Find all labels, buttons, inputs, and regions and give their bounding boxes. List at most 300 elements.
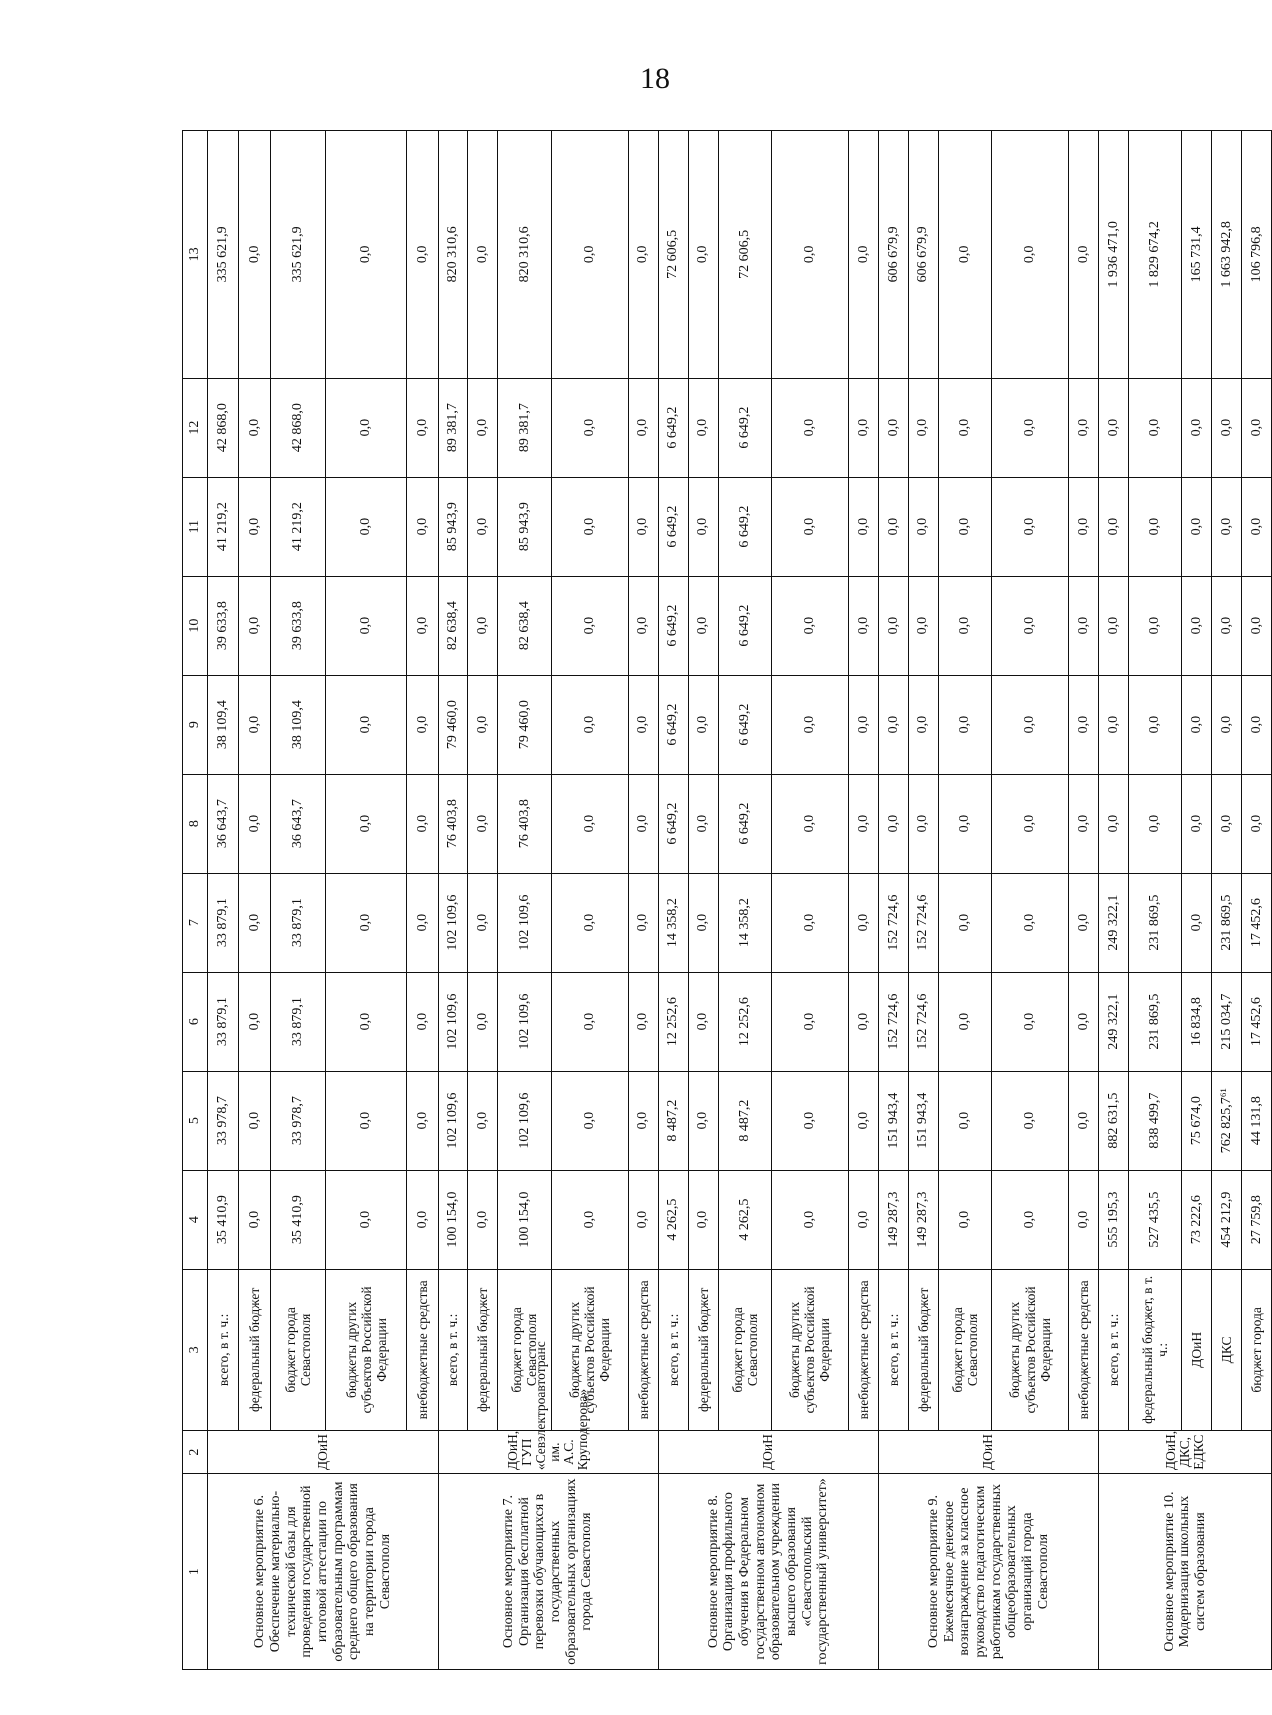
source-cell: бюджет города Севастополя [498, 1269, 551, 1430]
value-cell: 0,0 [1099, 477, 1129, 576]
value-cell: 152 724,6 [908, 873, 938, 972]
value-cell: 85 943,9 [498, 477, 551, 576]
value-cell: 0,0 [771, 1071, 848, 1170]
value-cell: 102 109,6 [498, 873, 551, 972]
value-cell: 72 606,5 [658, 131, 688, 379]
value-cell: 820 310,6 [498, 131, 551, 379]
value-cell: 0,0 [239, 477, 270, 576]
value-cell: 0,0 [1242, 477, 1272, 576]
value-cell: 152 724,6 [878, 972, 908, 1071]
value-cell: 0,0 [407, 972, 438, 1071]
value-cell: 0,0 [1182, 873, 1212, 972]
value-cell: 102 109,6 [438, 873, 468, 972]
value-cell: 0,0 [239, 972, 270, 1071]
executor-cell: ДОиН [658, 1431, 878, 1474]
value-cell: 0,0 [628, 774, 658, 873]
source-cell: всего, в т. ч.: [658, 1269, 688, 1430]
value-cell: 1 936 471,0 [1099, 131, 1129, 379]
value-cell: 0,0 [938, 576, 991, 675]
value-cell: 0,0 [688, 774, 718, 873]
value-cell: 0,0 [1242, 774, 1272, 873]
header-cell: 8 [183, 774, 208, 873]
value-cell: 6 649,2 [658, 378, 688, 477]
value-cell: 0,0 [688, 131, 718, 379]
value-cell: 0,0 [688, 972, 718, 1071]
source-cell: бюджет города Севастополя [270, 1269, 326, 1430]
source-cell: федеральный бюджет [239, 1269, 270, 1430]
value-cell: 8 487,2 [718, 1071, 771, 1170]
value-cell: 33 978,7 [270, 1071, 326, 1170]
header-cell: 10 [183, 576, 208, 675]
value-cell: 838 499,7 [1129, 1071, 1182, 1170]
value-cell: 0,0 [938, 477, 991, 576]
source-cell: внебюджетные средства [1069, 1269, 1099, 1430]
source-cell: всего, в т. ч.: [208, 1269, 239, 1430]
value-cell: 0,0 [1182, 378, 1212, 477]
value-cell: 79 460,0 [498, 675, 551, 774]
header-cell: 13 [183, 131, 208, 379]
value-cell: 42 868,0 [270, 378, 326, 477]
value-cell: 820 310,6 [438, 131, 468, 379]
value-cell: 527 435,5 [1129, 1170, 1182, 1269]
source-cell: всего, в т. ч.: [1099, 1269, 1129, 1430]
value-cell: 0,0 [771, 1170, 848, 1269]
value-cell: 165 731,4 [1182, 131, 1212, 379]
value-cell: 555 195,3 [1099, 1170, 1129, 1269]
value-cell: 0,0 [1212, 477, 1242, 576]
value-cell: 41 219,2 [270, 477, 326, 576]
value-cell: 0,0 [938, 873, 991, 972]
header-cell: 2 [183, 1431, 208, 1474]
value-cell: 0,0 [1212, 378, 1242, 477]
value-cell: 0,0 [991, 131, 1068, 379]
value-cell: 8 487,2 [658, 1071, 688, 1170]
value-cell: 0,0 [468, 131, 498, 379]
header-cell: 11 [183, 477, 208, 576]
value-cell: 0,0 [1212, 774, 1242, 873]
value-cell: 0,0 [407, 1071, 438, 1170]
value-cell: 79 460,0 [438, 675, 468, 774]
value-cell: 606 679,9 [878, 131, 908, 379]
value-cell: 33 879,1 [270, 873, 326, 972]
source-cell: бюджет города Севастополя [938, 1269, 991, 1430]
table-row [658, 131, 688, 1670]
value-cell: 76 403,8 [498, 774, 551, 873]
executor-cell: ДОиН [878, 1431, 1098, 1474]
value-cell: 882 631,5 [1099, 1071, 1129, 1170]
table-row [1099, 131, 1129, 1670]
value-cell: 4 262,5 [658, 1170, 688, 1269]
value-cell: 0,0 [468, 477, 498, 576]
value-cell: 0,0 [628, 131, 658, 379]
value-cell: 0,0 [239, 1071, 270, 1170]
source-cell: бюджеты других субъектов Российской Федерации [771, 1269, 848, 1430]
value-cell: 0,0 [468, 378, 498, 477]
value-cell: 0,0 [326, 873, 407, 972]
value-cell: 0,0 [326, 1071, 407, 1170]
value-cell: 0,0 [938, 774, 991, 873]
value-cell: 0,0 [991, 378, 1068, 477]
executor-cell: ДОиН, ГУП «Севэлектроавтотранс им. А.С. Круподерова» [438, 1431, 658, 1474]
value-cell: 151 943,4 [908, 1071, 938, 1170]
value-cell: 0,0 [938, 675, 991, 774]
value-cell: 0,0 [551, 576, 628, 675]
value-cell: 82 638,4 [498, 576, 551, 675]
source-cell: бюджеты других субъектов Российской Федерации [991, 1269, 1068, 1430]
value-cell: 36 643,7 [270, 774, 326, 873]
value-cell: 38 109,4 [208, 675, 239, 774]
value-cell: 454 212,9 [1212, 1170, 1242, 1269]
value-cell: 0,0 [239, 131, 270, 379]
value-cell: 0,0 [1242, 576, 1272, 675]
value-cell: 0,0 [849, 774, 879, 873]
value-cell: 0,0 [849, 675, 879, 774]
value-cell: 0,0 [688, 378, 718, 477]
value-cell: 0,0 [551, 675, 628, 774]
value-cell: 0,0 [849, 873, 879, 972]
source-cell: бюджет города Севастополя [718, 1269, 771, 1430]
value-cell: 0,0 [849, 131, 879, 379]
value-cell: 102 109,6 [438, 972, 468, 1071]
value-cell: 0,0 [1129, 675, 1182, 774]
source-cell: федеральный бюджет [688, 1269, 718, 1430]
value-cell: 17 452,6 [1242, 972, 1272, 1071]
value-cell: 6 649,2 [658, 774, 688, 873]
value-cell: 0,0 [551, 1170, 628, 1269]
value-cell: 0,0 [551, 873, 628, 972]
value-cell: 0,0 [551, 131, 628, 379]
value-cell: 0,0 [688, 1071, 718, 1170]
value-cell: 89 381,7 [498, 378, 551, 477]
value-cell: 0,0 [1182, 477, 1212, 576]
value-cell: 33 879,1 [270, 972, 326, 1071]
value-cell: 44 131,8 [1242, 1071, 1272, 1170]
value-cell: 231 869,5 [1129, 873, 1182, 972]
value-cell: 0,0 [1129, 378, 1182, 477]
executor-cell: ДОиН [208, 1431, 439, 1474]
source-cell: бюджеты других субъектов Российской Федерации [551, 1269, 628, 1430]
value-cell: 39 633,8 [208, 576, 239, 675]
value-cell: 335 621,9 [208, 131, 239, 379]
value-cell: 0,0 [878, 477, 908, 576]
value-cell: 0,0 [938, 378, 991, 477]
value-cell: 0,0 [771, 873, 848, 972]
value-cell: 0,0 [991, 873, 1068, 972]
value-cell: 0,0 [991, 972, 1068, 1071]
header-cell: 12 [183, 378, 208, 477]
value-cell: 0,0 [326, 1170, 407, 1269]
value-cell: 0,0 [908, 675, 938, 774]
value-cell: 6 649,2 [658, 477, 688, 576]
value-cell: 33 978,7 [208, 1071, 239, 1170]
value-cell: 12 252,6 [658, 972, 688, 1071]
header-cell: 4 [183, 1170, 208, 1269]
value-cell: 0,0 [938, 972, 991, 1071]
source-cell: бюджеты других субъектов Российской Федерации [326, 1269, 407, 1430]
value-cell: 0,0 [326, 378, 407, 477]
value-cell: 0,0 [239, 576, 270, 675]
table-row [878, 131, 908, 1670]
value-cell: 0,0 [688, 675, 718, 774]
value-cell: 0,0 [628, 972, 658, 1071]
source-cell: ДКС [1212, 1269, 1242, 1430]
value-cell: 0,0 [1099, 576, 1129, 675]
value-cell: 0,0 [551, 774, 628, 873]
value-cell: 0,0 [1069, 774, 1099, 873]
value-cell: 0,0 [1182, 675, 1212, 774]
value-cell: 0,0 [468, 873, 498, 972]
value-cell: 0,0 [1182, 576, 1212, 675]
table-row [208, 131, 239, 1670]
value-cell: 42 868,0 [208, 378, 239, 477]
value-cell: 0,0 [771, 972, 848, 1071]
value-cell: 0,0 [628, 873, 658, 972]
value-cell: 0,0 [908, 477, 938, 576]
value-cell: 0,0 [771, 378, 848, 477]
value-cell: 0,0 [407, 675, 438, 774]
value-cell: 0,0 [908, 576, 938, 675]
value-cell: 0,0 [688, 477, 718, 576]
value-cell: 0,0 [407, 477, 438, 576]
value-cell: 0,0 [771, 774, 848, 873]
value-cell: 0,0 [551, 378, 628, 477]
value-cell: 12 252,6 [718, 972, 771, 1071]
measure-cell: Основное мероприятие 9. Ежемесячное денежное вознаграждение за классное руководство педагогическим работникам государственных общеобразовательных организаций города Севастополя [878, 1474, 1098, 1670]
value-cell: 33 879,1 [208, 873, 239, 972]
value-cell: 0,0 [849, 972, 879, 1071]
value-cell: 0,0 [628, 1071, 658, 1170]
value-cell: 0,0 [1129, 774, 1182, 873]
value-cell: 0,0 [771, 675, 848, 774]
value-cell: 6 649,2 [718, 675, 771, 774]
value-cell: 0,0 [407, 1170, 438, 1269]
header-row [183, 131, 208, 1670]
value-cell: 0,0 [908, 378, 938, 477]
value-cell: 0,0 [407, 131, 438, 379]
table-row [438, 131, 468, 1670]
value-cell: 0,0 [407, 774, 438, 873]
value-cell: 41 219,2 [208, 477, 239, 576]
value-cell: 76 403,8 [438, 774, 468, 873]
value-cell: 27 759,8 [1242, 1170, 1272, 1269]
value-cell: 35 410,9 [208, 1170, 239, 1269]
source-cell: ДОиН [1182, 1269, 1212, 1430]
page-number: 18 [640, 62, 670, 95]
value-cell: 0,0 [326, 477, 407, 576]
executor-cell: ДОиН, ДКС, ЕДКС [1099, 1431, 1272, 1474]
value-cell: 0,0 [688, 576, 718, 675]
value-cell: 0,0 [1069, 972, 1099, 1071]
value-cell: 0,0 [468, 576, 498, 675]
value-cell: 33 879,1 [208, 972, 239, 1071]
value-cell: 0,0 [849, 576, 879, 675]
value-cell: 0,0 [991, 675, 1068, 774]
source-cell: всего, в т. ч.: [438, 1269, 468, 1430]
value-cell: 0,0 [1069, 576, 1099, 675]
header-cell: 7 [183, 873, 208, 972]
value-cell: 0,0 [628, 1170, 658, 1269]
value-cell: 231 869,5 [1212, 873, 1242, 972]
value-cell: 0,0 [468, 774, 498, 873]
value-cell: 39 633,8 [270, 576, 326, 675]
value-cell: 0,0 [908, 774, 938, 873]
measure-cell: Основное мероприятие 10. Модернизация школьных систем образования [1099, 1474, 1272, 1670]
value-cell: 14 358,2 [718, 873, 771, 972]
value-cell: 231 869,5 [1129, 972, 1182, 1071]
value-cell: 0,0 [468, 972, 498, 1071]
value-cell: 0,0 [771, 131, 848, 379]
value-cell: 151 943,4 [878, 1071, 908, 1170]
value-cell: 1 663 942,8 [1212, 131, 1242, 379]
value-cell: 0,0 [1099, 675, 1129, 774]
value-cell: 0,0 [878, 378, 908, 477]
value-cell: 0,0 [849, 1071, 879, 1170]
value-cell: 0,0 [628, 477, 658, 576]
header-cell: 1 [183, 1474, 208, 1670]
value-cell: 0,0 [1069, 477, 1099, 576]
value-cell: 35 410,9 [270, 1170, 326, 1269]
value-cell: 6 649,2 [718, 576, 771, 675]
value-cell: 0,0 [1242, 378, 1272, 477]
value-cell: 0,0 [1099, 774, 1129, 873]
rotated-table-wrapper [182, 130, 1272, 1670]
source-cell: бюджет города [1242, 1269, 1272, 1430]
header-cell: 3 [183, 1269, 208, 1430]
header-cell: 5 [183, 1071, 208, 1170]
value-cell: 0,0 [239, 873, 270, 972]
value-cell: 149 287,3 [878, 1170, 908, 1269]
value-cell: 0,0 [1212, 675, 1242, 774]
funding-table [182, 130, 1272, 1670]
value-cell: 106 796,8 [1242, 131, 1272, 379]
value-cell: 0,0 [849, 378, 879, 477]
value-cell: 0,0 [1069, 873, 1099, 972]
value-cell: 0,0 [1069, 131, 1099, 379]
value-cell: 0,0 [628, 378, 658, 477]
value-cell: 0,0 [1129, 477, 1182, 576]
value-cell: 152 724,6 [878, 873, 908, 972]
value-cell: 0,0 [551, 972, 628, 1071]
source-cell: федеральный бюджет, в т. ч.: [1129, 1269, 1182, 1430]
value-cell: 0,0 [326, 675, 407, 774]
value-cell: 249 322,1 [1099, 972, 1129, 1071]
value-cell: 0,0 [771, 477, 848, 576]
value-cell: 0,0 [468, 1071, 498, 1170]
value-cell: 0,0 [849, 477, 879, 576]
value-cell: 0,0 [407, 873, 438, 972]
source-cell: федеральный бюджет [908, 1269, 938, 1430]
measure-cell: Основное мероприятие 6. Обеспечение материально-технической базы для проведения государственной итоговой аттестации по образовательным программам среднего общего образования на территории города Севастополя [208, 1474, 439, 1670]
value-cell: 102 109,6 [438, 1071, 468, 1170]
value-cell: 0,0 [1129, 576, 1182, 675]
value-cell: 6 649,2 [718, 477, 771, 576]
value-cell: 75 674,0 [1182, 1071, 1212, 1170]
value-cell: 0,0 [1069, 1071, 1099, 1170]
value-cell: 0,0 [1212, 576, 1242, 675]
header-cell: 6 [183, 972, 208, 1071]
value-cell: 0,0 [1069, 675, 1099, 774]
value-cell: 0,0 [239, 774, 270, 873]
value-cell: 152 724,6 [908, 972, 938, 1071]
value-cell: 149 287,3 [908, 1170, 938, 1269]
value-cell: 762 825,7⁶¹ [1212, 1071, 1242, 1170]
value-cell: 0,0 [1099, 378, 1129, 477]
source-cell: всего, в т. ч.: [878, 1269, 908, 1430]
value-cell: 0,0 [938, 1170, 991, 1269]
source-cell: федеральный бюджет [468, 1269, 498, 1430]
value-cell: 6 649,2 [718, 774, 771, 873]
value-cell: 100 154,0 [498, 1170, 551, 1269]
value-cell: 0,0 [239, 378, 270, 477]
value-cell: 1 829 674,2 [1129, 131, 1182, 379]
value-cell: 0,0 [326, 774, 407, 873]
value-cell: 73 222,6 [1182, 1170, 1212, 1269]
source-cell: внебюджетные средства [849, 1269, 879, 1430]
value-cell: 335 621,9 [270, 131, 326, 379]
value-cell: 0,0 [1069, 1170, 1099, 1269]
value-cell: 0,0 [326, 576, 407, 675]
value-cell: 0,0 [468, 1170, 498, 1269]
value-cell: 0,0 [688, 1170, 718, 1269]
value-cell: 102 109,6 [498, 1071, 551, 1170]
value-cell: 0,0 [991, 477, 1068, 576]
value-cell: 6 649,2 [658, 675, 688, 774]
value-cell: 606 679,9 [908, 131, 938, 379]
value-cell: 0,0 [628, 675, 658, 774]
value-cell: 0,0 [938, 1071, 991, 1170]
value-cell: 0,0 [628, 576, 658, 675]
value-cell: 215 034,7 [1212, 972, 1242, 1071]
value-cell: 85 943,9 [438, 477, 468, 576]
value-cell: 0,0 [878, 576, 908, 675]
value-cell: 4 262,5 [718, 1170, 771, 1269]
value-cell: 0,0 [468, 675, 498, 774]
value-cell: 0,0 [849, 1170, 879, 1269]
value-cell: 100 154,0 [438, 1170, 468, 1269]
value-cell: 0,0 [938, 131, 991, 379]
value-cell: 0,0 [551, 477, 628, 576]
measure-cell: Основное мероприятие 8. Организация профильного обучения в Федеральном государственном автономном образовательном учреждении высшего образования «Севастопольский государственный университет» [658, 1474, 878, 1670]
value-cell: 82 638,4 [438, 576, 468, 675]
value-cell: 16 834,8 [1182, 972, 1212, 1071]
value-cell: 0,0 [1182, 774, 1212, 873]
value-cell: 102 109,6 [498, 972, 551, 1071]
value-cell: 6 649,2 [718, 378, 771, 477]
value-cell: 14 358,2 [658, 873, 688, 972]
value-cell: 0,0 [991, 576, 1068, 675]
value-cell: 0,0 [407, 576, 438, 675]
value-cell: 36 643,7 [208, 774, 239, 873]
value-cell: 0,0 [878, 675, 908, 774]
measure-cell: Основное мероприятие 7. Организация бесплатной перевозки обучающихся в государственных образовательных организациях города Севастополя [438, 1474, 658, 1670]
value-cell: 0,0 [991, 1071, 1068, 1170]
value-cell: 0,0 [551, 1071, 628, 1170]
value-cell: 6 649,2 [658, 576, 688, 675]
value-cell: 0,0 [688, 873, 718, 972]
value-cell: 0,0 [991, 1170, 1068, 1269]
value-cell: 72 606,5 [718, 131, 771, 379]
value-cell: 0,0 [239, 675, 270, 774]
value-cell: 89 381,7 [438, 378, 468, 477]
value-cell: 38 109,4 [270, 675, 326, 774]
value-cell: 17 452,6 [1242, 873, 1272, 972]
value-cell: 0,0 [771, 576, 848, 675]
value-cell: 0,0 [991, 774, 1068, 873]
value-cell: 0,0 [326, 131, 407, 379]
value-cell: 0,0 [1069, 378, 1099, 477]
source-cell: внебюджетные средства [407, 1269, 438, 1430]
value-cell: 0,0 [878, 774, 908, 873]
